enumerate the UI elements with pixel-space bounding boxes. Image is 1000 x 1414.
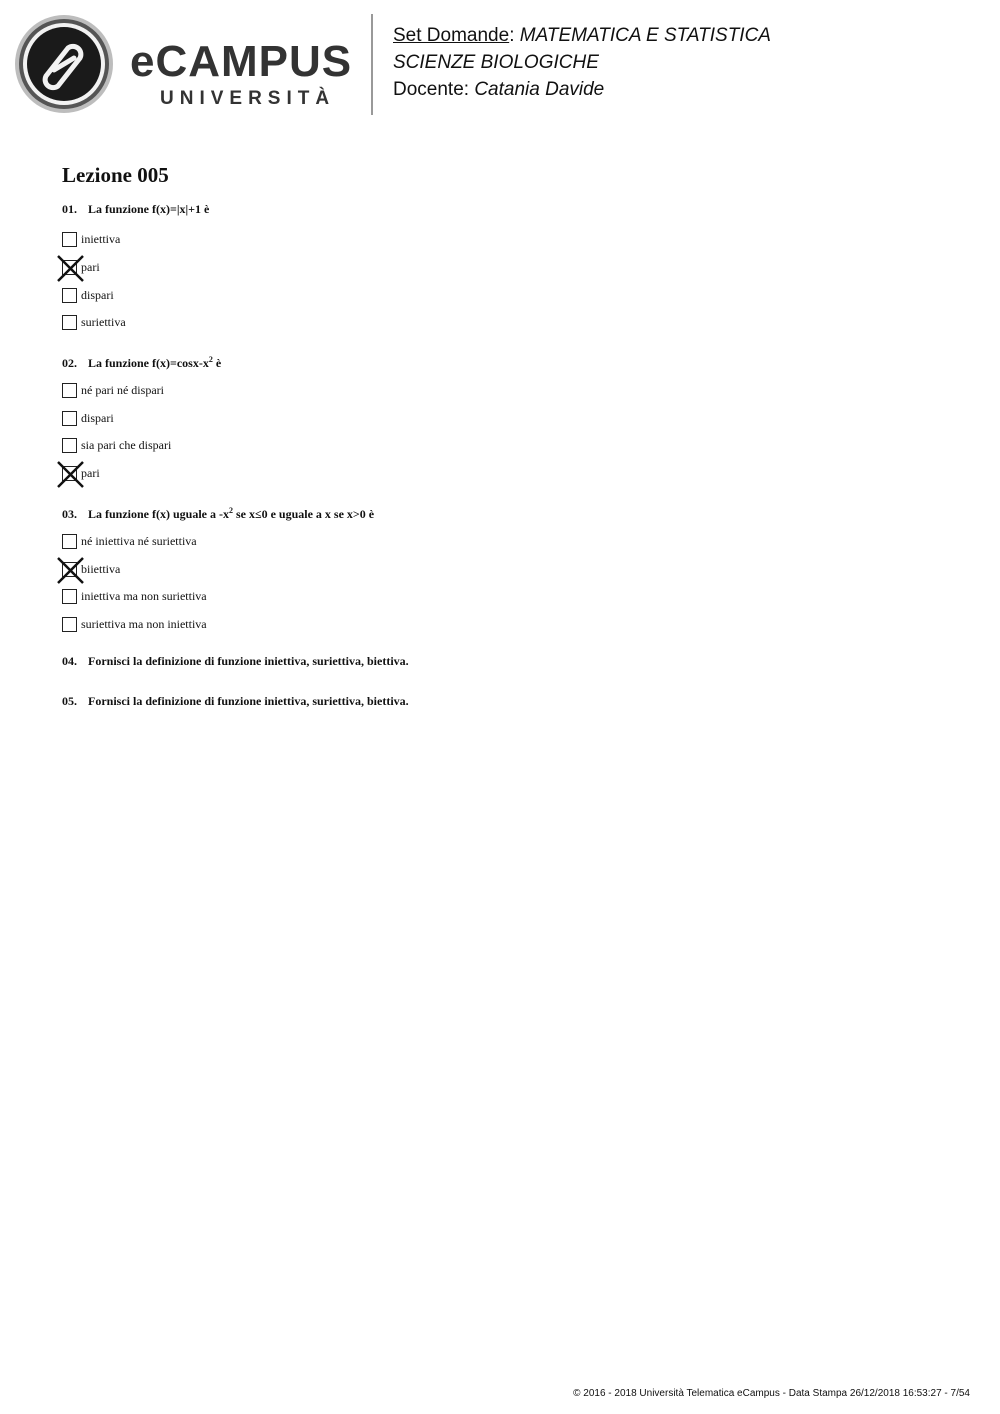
checkbox-icon[interactable]: [62, 315, 77, 330]
answer-option[interactable]: [62, 528, 962, 556]
question-number: 01.: [62, 202, 77, 216]
question-text-end: se x≤0 e uguale a x se x>0 è: [236, 506, 375, 521]
answer-option[interactable]: [62, 309, 962, 337]
ecampus-logo-icon: [14, 14, 114, 114]
answer-option[interactable]: [62, 460, 962, 488]
answer-option[interactable]: [62, 404, 962, 432]
option-label: sia pari che dispari: [81, 438, 172, 453]
answer-option[interactable]: [62, 432, 962, 460]
header-info: [393, 22, 771, 103]
teacher-label: Docente:: [393, 79, 470, 100]
question-title: [62, 200, 962, 218]
checkbox-icon[interactable]: [62, 383, 77, 398]
lesson-content: [62, 162, 962, 732]
question-number: 02.: [62, 355, 77, 370]
lesson-title: Lezione 005: [62, 163, 169, 187]
question-text: Fornisci la definizione di funzione iniettiva, suriettiva, biettiva.: [88, 654, 409, 669]
question-03: [62, 502, 962, 639]
option-label: né pari né dispari: [81, 383, 164, 398]
options-list: [62, 226, 962, 337]
answer-option[interactable]: [62, 583, 962, 611]
option-label: dispari: [81, 287, 114, 302]
page-footer: © 2016 - 2018 Università Telematica eCampus - Data Stampa 26/12/2018 16:53:27 - 7/54: [573, 1388, 970, 1399]
question-title: [62, 692, 962, 710]
option-label: iniettiva: [81, 232, 121, 247]
subject-line-1: MATEMATICA E STATISTICA: [519, 25, 771, 46]
question-02: [62, 351, 962, 488]
option-label: iniettiva ma non suriettiva: [81, 589, 207, 604]
question-number: 03.: [62, 506, 77, 521]
teacher-name: Catania Davide: [474, 79, 605, 100]
answer-option[interactable]: [62, 226, 962, 254]
question-text: La funzione f(x)=cosx-x: [88, 355, 209, 370]
checkbox-icon[interactable]: [62, 232, 77, 247]
logo-subtitle: UNIVERSITÀ: [160, 88, 336, 109]
x-mark-icon: [57, 461, 84, 488]
question-05: [62, 692, 962, 710]
x-mark-icon: [57, 255, 84, 282]
checkbox-icon[interactable]: [62, 562, 77, 577]
question-04: [62, 652, 962, 670]
subject-line-2: SCIENZE BIOLOGICHE: [393, 52, 599, 73]
checkbox-icon[interactable]: [62, 617, 77, 632]
question-number: 05.: [62, 694, 77, 709]
options-list: [62, 377, 962, 488]
option-label: pari: [81, 466, 100, 481]
question-01: [62, 200, 962, 337]
checkbox-icon[interactable]: [62, 260, 77, 275]
checkbox-icon[interactable]: [62, 589, 77, 604]
question-text: La funzione f(x) uguale a -x: [88, 506, 229, 521]
option-label: pari: [81, 260, 100, 275]
checkbox-icon[interactable]: [62, 438, 77, 453]
option-label: suriettiva: [81, 315, 126, 330]
question-title: [62, 652, 962, 670]
superscript: 2: [229, 505, 233, 515]
x-mark-icon: [57, 557, 84, 584]
option-label: dispari: [81, 410, 114, 425]
set-label: Set Domande: [393, 25, 510, 46]
header-divider: [371, 14, 373, 115]
answer-option[interactable]: [62, 254, 962, 282]
superscript: 2: [208, 354, 213, 364]
question-title: [62, 351, 962, 369]
question-text: La funzione f(x)=|x|+1 è: [88, 202, 210, 216]
answer-option[interactable]: [62, 377, 962, 405]
answer-option[interactable]: [62, 281, 962, 309]
checkbox-icon[interactable]: [62, 466, 77, 481]
question-text-end: è: [215, 355, 222, 370]
options-list: [62, 528, 962, 639]
page-header: [0, 0, 1000, 130]
option-label: suriettiva ma non iniettiva: [81, 616, 207, 631]
question-number: 04.: [62, 654, 77, 669]
question-text: Fornisci la definizione di funzione iniettiva, suriettiva, biettiva.: [88, 694, 409, 709]
checkbox-icon[interactable]: [62, 411, 77, 426]
question-title: [62, 502, 962, 520]
answer-option[interactable]: [62, 611, 962, 639]
logo-wordmark: eCAMPUS: [130, 37, 353, 86]
checkbox-icon[interactable]: [62, 288, 77, 303]
option-label: biiettiva: [81, 561, 121, 576]
option-label: né iniettiva né suriettiva: [81, 533, 197, 548]
answer-option[interactable]: [62, 555, 962, 583]
set-separator: :: [509, 25, 515, 46]
checkbox-icon[interactable]: [62, 534, 77, 549]
